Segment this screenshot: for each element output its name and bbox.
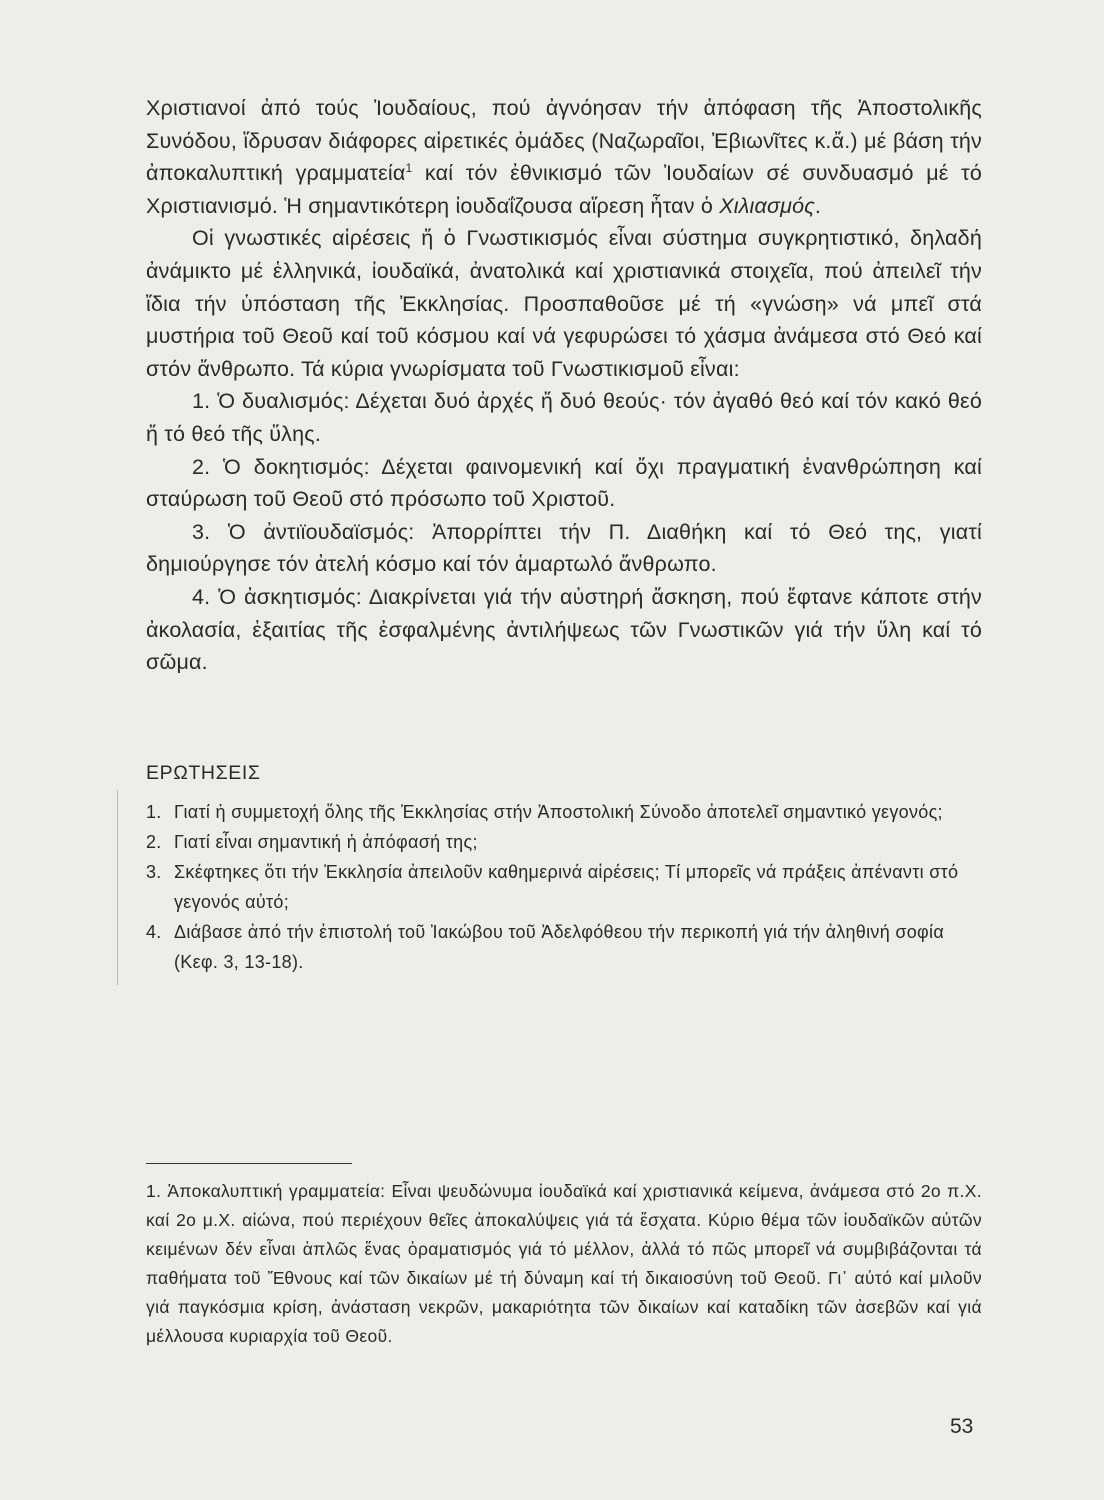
- paragraph-text: καί τόν ἐθνικισμό τῶν Ἰουδαίων σέ συνδυασμό μέ τό Χριστιανισμό. Ἡ σημαντικότερη ἰουδαΐζουσα αἵρεση ἦταν ὁ: [146, 161, 982, 218]
- question-number: 4.: [146, 922, 162, 942]
- footnote-text: 1. Ἀποκαλυπτική γραμματεία: Εἶναι ψευδώνυμα ἰουδαϊκά καί χριστιανικά κείμενα, ἀνάμεσα στό 2ο π.Χ. καί 2ο μ.Χ. αἰώνα, πού περιέχουν θεῖες ἀποκαλύψεις γιά τά ἔσχατα. Κύριο θέμα τῶν ἰουδαϊκῶν αὐτῶν κειμένων δέν εἶναι ἁπλῶς ἕνας ὁραματισμός γιά τό μέλλον, ἀλλά τό πῶς μπορεῖ νά συμβιβάζονται τά παθήματα τοῦ Ἔθνους καί τῶν δικαίων μέ τή δύναμη καί τή δικαιοσύνη τοῦ Θεοῦ. Γι᾽ αὐτό καί μιλοῦν γιά παγκόσμια κρίση, ἀνάσταση νεκρῶν, μακαριότητα τῶν δικαίων καί καταδίκη τῶν ἀσεβῶν καί γιά μέλλουσα κυριαρχία τοῦ Θεοῦ.: [146, 1181, 982, 1346]
- punctuation: .: [814, 193, 822, 218]
- questions-list: [146, 797, 982, 977]
- list-item: 1. Ὁ δυαλισμός: Δέχεται δυό ἀρχές ἤ δυό θεούς· τόν ἀγαθό θεό καί τόν κακό θεό ἤ τό θεό τῆς ὕλης.: [146, 389, 982, 446]
- question-item: [146, 917, 982, 977]
- question-number: 1.: [146, 802, 162, 822]
- page-number: 53: [950, 1415, 974, 1438]
- question-number: 3.: [146, 862, 162, 882]
- margin-line: [117, 790, 118, 985]
- question-number: 2.: [146, 832, 162, 852]
- main-text: [146, 92, 982, 679]
- footnote-reference: 1: [405, 161, 413, 176]
- paragraph: [146, 92, 982, 222]
- list-item: 2. Ὁ δοκητισμός: Δέχεται φαινομενική καί ὄχι πραγματική ἐνανθρώπηση καί σταύρωση τοῦ Θεοῦ στό πρόσωπο τοῦ Χριστοῦ.: [146, 454, 982, 512]
- footnote: [146, 1177, 982, 1351]
- question-text: Γιατί εἶναι σημαντική ἡ ἀπόφασή της;: [174, 832, 478, 852]
- paragraph: Οἱ γνωστικές αἱρέσεις ἤ ὁ Γνωστικισμός εἶναι σύστημα συγκρητιστικό, δηλαδή ἀνάμικτο μέ ἑλληνικά, ἰουδαϊκά, ἀνατολικά καί χριστιανικά στοιχεῖα, πού ἀπειλεῖ τήν ἴδια τήν ὑπόσταση τῆς Ἐκκλησίας. Προσπαθοῦσε μέ τή «γνώση» νά μπεῖ στά μυστήρια τοῦ Θεοῦ καί τοῦ κόσμου καί νά γεφυρώσει τό χάσμα ἀνάμεσα στό Θεό καί στόν ἄνθρωπο. Τά κύρια γνωρίσματα τοῦ Γνωστικισμοῦ εἶναι:: [146, 226, 982, 381]
- paragraph-text: Χριστιανοί ἀπό τούς Ἰουδαίους, πού ἀγνόησαν τήν ἀπόφαση τῆς Ἀποστολικῆς Συνόδου, ἵδρυσαν διάφορες αἱρετικές ὁμάδες (Ναζωραῖοι, Ἐβιωνῖτες κ.ἄ.) μέ βάση τήν ἀποκαλυπτική γραμματεία: [146, 96, 982, 186]
- question-text: Σκέφτηκες ὅτι τήν Ἐκκλησία ἀπειλοῦν καθημερινά αἱρέσεις; Τί μπορεῖς νά πράξεις ἀπέναντι στό γεγονός αὐτό;: [174, 862, 959, 912]
- question-text: Διάβασε ἀπό τήν ἐπιστολή τοῦ Ἰακώβου τοῦ Ἀδελφόθεου τήν περικοπή γιά τήν ἀληθινή σοφία (Κεφ. 3, 13-18).: [174, 922, 945, 972]
- questions-heading: ΕΡΩΤΗΣΕΙΣ: [146, 762, 261, 784]
- list-item: 3. Ὁ ἀντιϊουδαϊσμός: Ἀπορρίπτει τήν Π. Διαθήκη καί τό Θεό της, γιατί δημιούργησε τόν ἀτελή κόσμο καί τόν ἁμαρτωλό ἄνθρωπο.: [146, 519, 982, 577]
- question-text: Γιατί ἡ συμμετοχή ὅλης τῆς Ἐκκλησίας στήν Ἀποστολική Σύνοδο ἀποτελεῖ σημαντικό γεγονός;: [174, 802, 943, 822]
- footnote-divider: [146, 1163, 352, 1164]
- italic-term: Χιλιασμός: [719, 193, 815, 218]
- question-item: [146, 827, 982, 857]
- question-item: [146, 797, 982, 827]
- list-item: 4. Ὁ ἀσκητισμός: Διακρίνεται γιά τήν αὐστηρή ἄσκηση, πού ἔφτανε κάποτε στήν ἀκολασία, ἐξαιτίας τῆς ἐσφαλμένης ἀντιλήψεως τῶν Γνωστικῶν γιά τήν ὕλη καί τό σῶμα.: [146, 584, 982, 675]
- question-item: [146, 857, 982, 917]
